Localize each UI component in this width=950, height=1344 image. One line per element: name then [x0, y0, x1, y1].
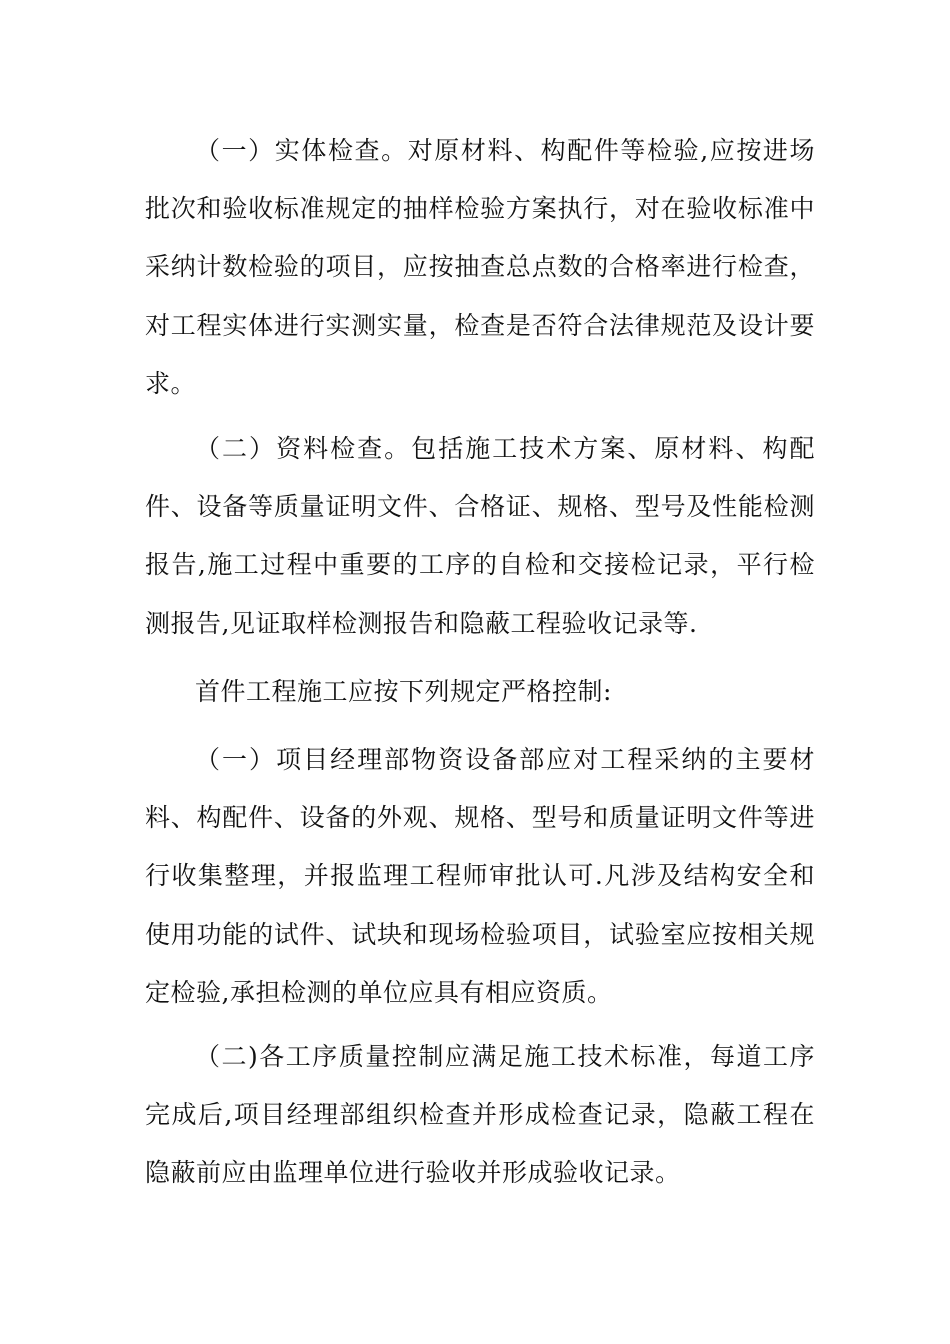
paragraph-process-quality-control: （二)各工序质量控制应满足施工技术标准，每道工序完成后,项目经理部组织检查并形成检查记录，隐蔽工程在隐蔽前应由监理单位进行验收并形成验收记录。	[145, 1042, 815, 1188]
paragraph-materials-control: （一）项目经理部物资设备部应对工程采纳的主要材料、构配件、设备的外观、规格、型号和质量证明文件等进行收集整理，并报监理工程师审批认可.凡涉及结构安全和使用功能的试件、试块和现场检验项目，试验室应按相关规定检验,承担检测的单位应具有相应资质。	[145, 745, 815, 1007]
paragraph-first-work-heading: 首件工程施工应按下列规定严格控制:	[195, 677, 612, 706]
paragraph-document-inspection: （二）资料检查。包括施工技术方案、原材料、构配件、设备等质量证明文件、合格证、规格、型号及性能检测报告,施工过程中重要的工序的自检和交接检记录，平行检测报告,见证取样检测报告和隐蔽工程验收记录等.	[145, 434, 815, 638]
paragraph-entity-inspection: （一）实体检查。对原材料、构配件等检验,应按进场批次和验收标准规定的抽样检验方案执行，对在验收标准中采纳计数检验的项目，应按抽查总点数的合格率进行检查，对工程实体进行实测实量，检查是否符合法律规范及设计要求。	[145, 136, 815, 398]
